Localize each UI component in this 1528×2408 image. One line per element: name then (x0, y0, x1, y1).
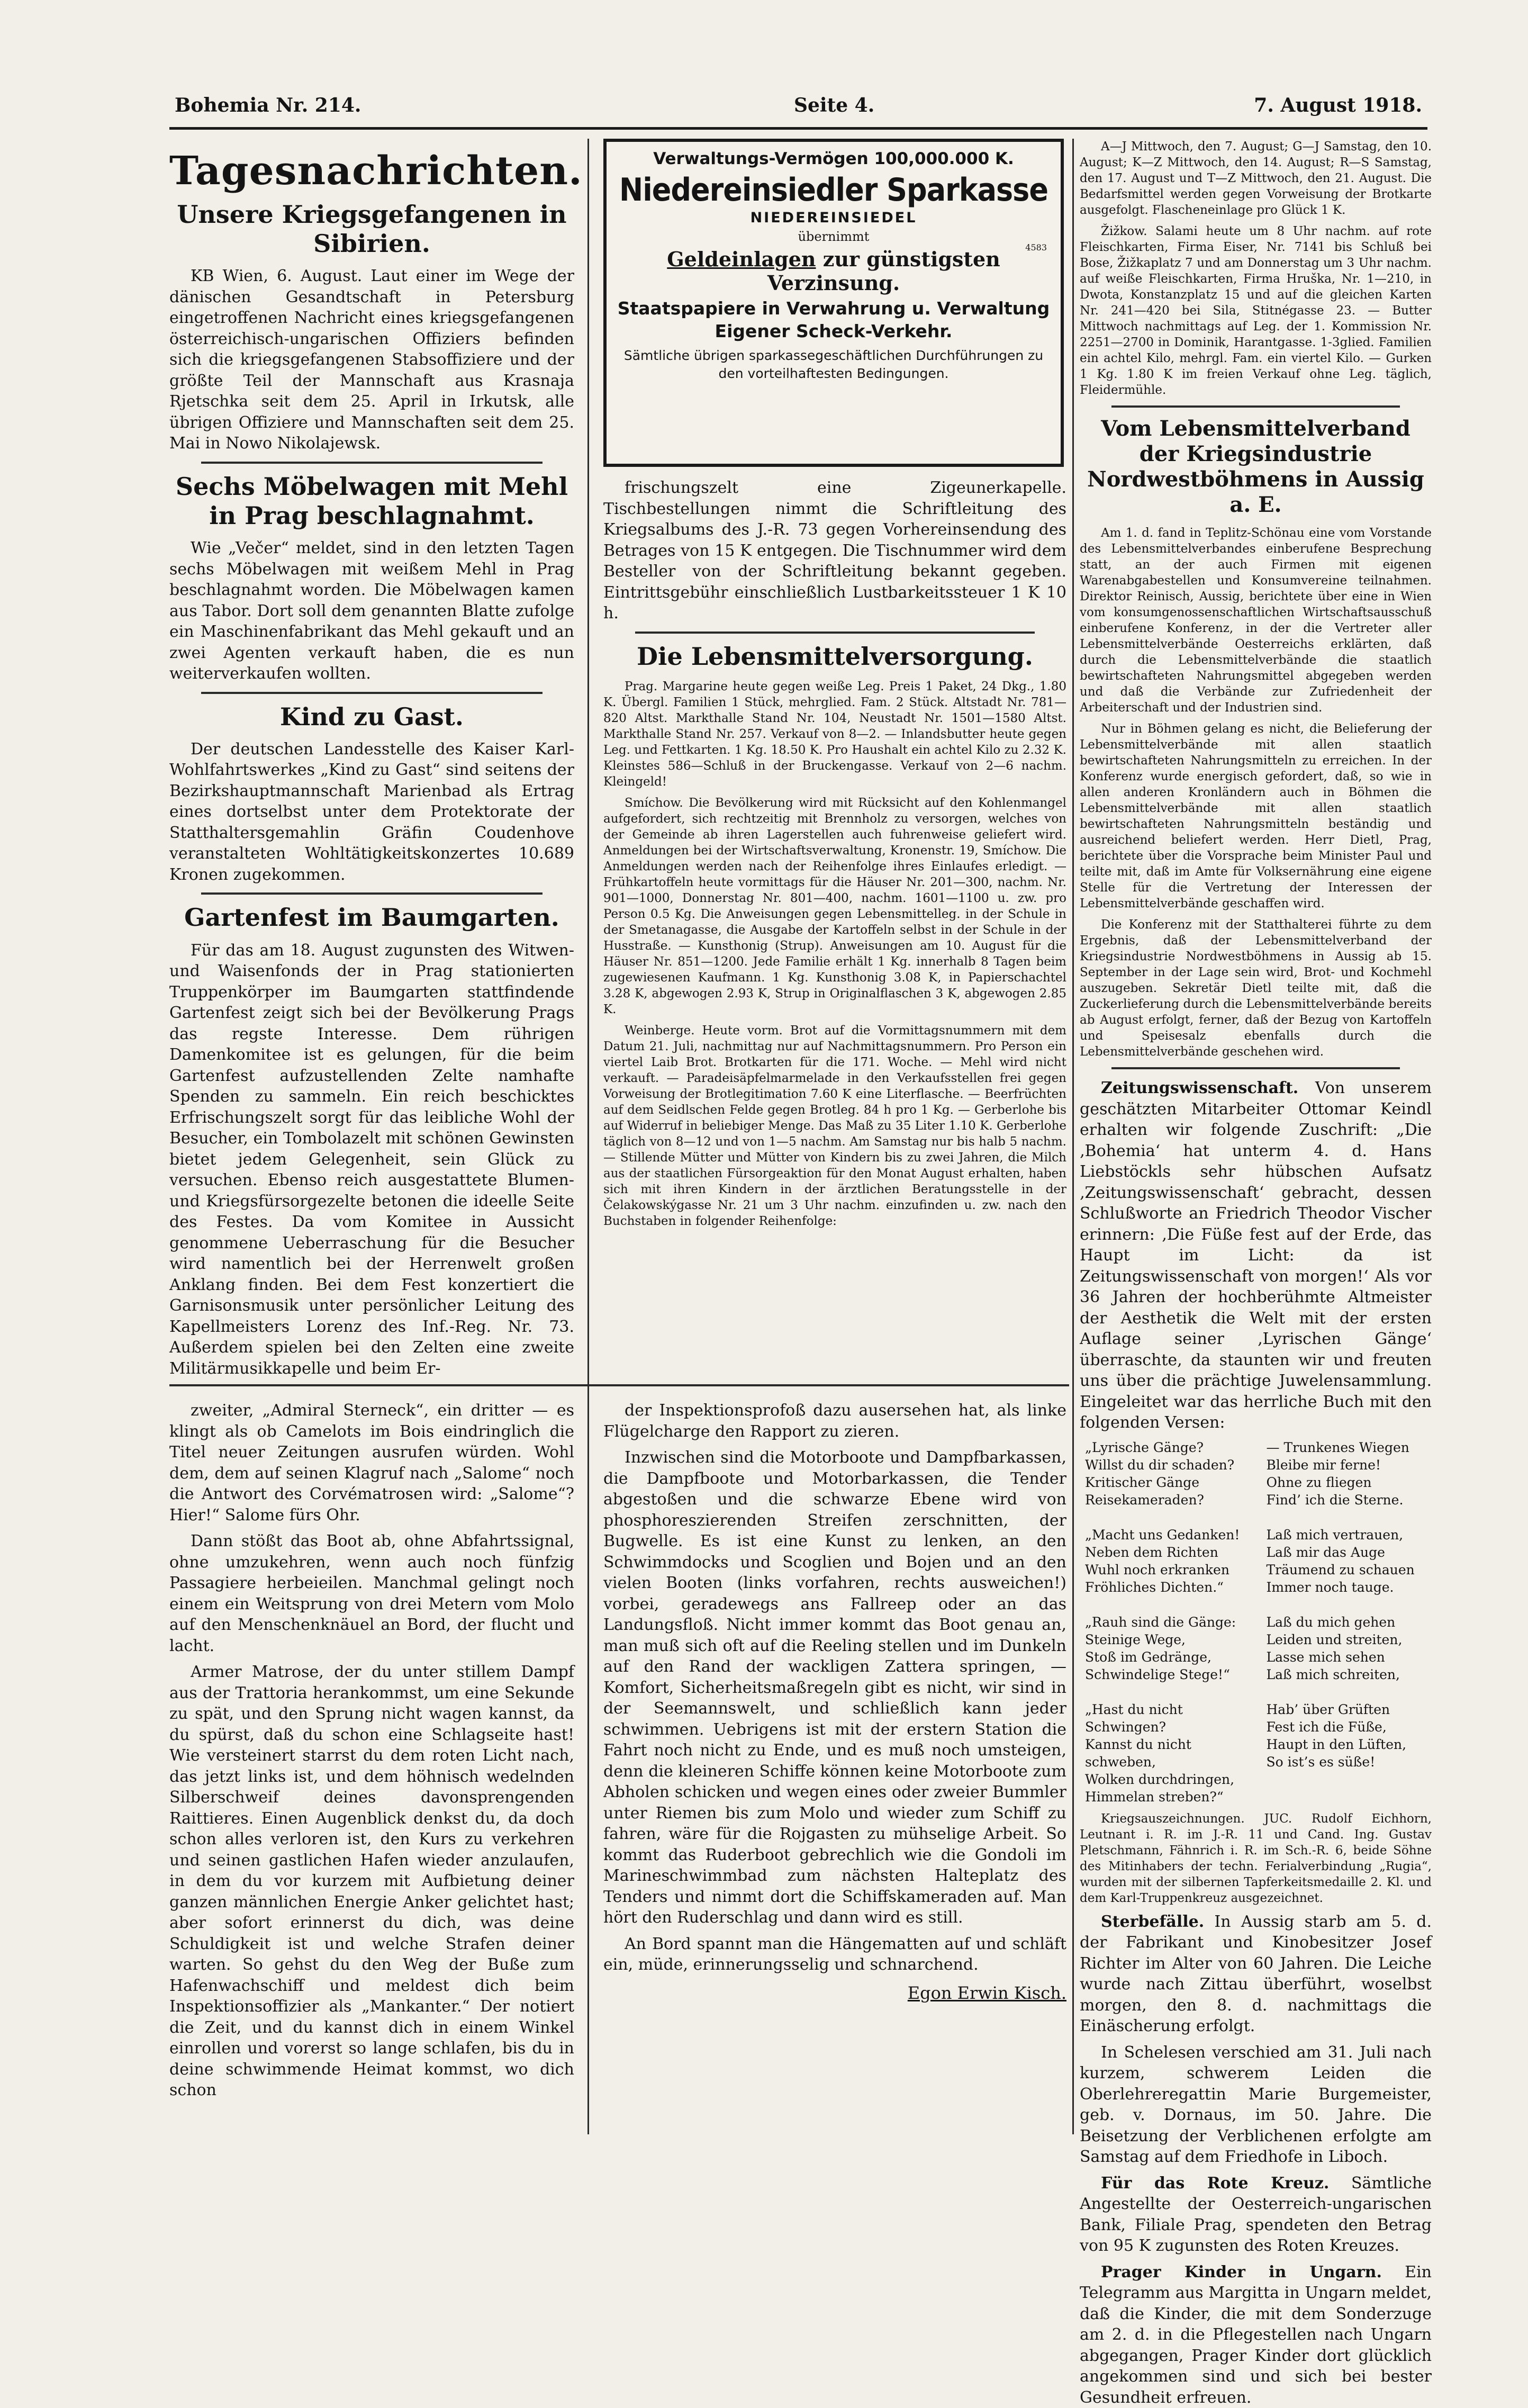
ad-deposits-word: Geldeinlagen (667, 247, 816, 271)
page-number: Seite 4. (794, 94, 874, 116)
ad-spacer (603, 139, 1066, 477)
right-column (1080, 139, 1432, 2055)
article-headline: Gartenfest im Baumgarten. (169, 903, 574, 932)
feuilleton-middle (603, 1400, 1066, 2136)
feuilleton-text: zweiter, „Admiral Sterneck“, ein dritter — es klingt als ob Camelots im Bois eindringlich die Titel neuer Zeitungen ausrufen würden. Wohl dem, dem auf seinen Klagruf nach „Salome“ noch die Antwort des Corvématrosen wird: „Salome“? Hier!“ Salome fürs Ohr. (169, 1400, 574, 1526)
article-separator (635, 632, 1035, 634)
header-rule (169, 127, 1427, 130)
article-separator (201, 462, 543, 464)
feuilleton-rule (169, 1384, 1069, 1386)
article-text: Die Konferenz mit der Statthalterei führte zu dem Ergebnis, daß der Lebensmittelverband der Kriegsindustrie Nordwestböhmens in Aussig ab 15. September in der Lage sein wird, Brot- und Kochmehl auszugeben. Sekretär Dietl teilte mit, daß die Zuckerlieferung durch die Lebensmittelverbände bereits ab August erfolgt, ferner, daß der Bezug von Kartoffeln und Speisesalz ebenfalls durch die Lebensmittelverbände geschehen wird. (1080, 917, 1432, 1060)
inline-headline: Prager Kinder in Ungarn. (1101, 2263, 1382, 2281)
poem-column-right: — Trunkenes Wiegen Bleibe mir ferne! Ohne zu fliegen Find’ ich die Sterne. Laß mich vertrauen, Laß mir das Auge Träumend zu schauen Immer noch tauge. Laß du mich gehen Leiden und streiten, Lasse mich sehen Laß mich schreiten, Hab’ über Grüften Fest ich die Füße, Haupt in den Lüften, So ist’s es süße! (1267, 1439, 1432, 1806)
inline-text: Von unserem geschätzten Mitarbeiter Ottomar Keindl erhalten wir folgende Zuschrift: „Die ‚Bohemia‘ hat unterm 4. d. Hans Liebstöckls sehr hübschen Aufsatz ‚Zeitungswissenschaft‘ gebracht, dessen Schlußworte an Friedrich Theodor Vischer erinnern: ‚Die Füße fest auf der Erde, das Haupt im Licht: da ist Zeitungswissenschaft von morgen!‘ Als vor 36 Jahren der hochberühmte Altmeister der Aesthetik die Welt mit der ersten Auflage seiner ‚Lyrischen Gänge‘ überraschte, da staunten wir und freuten uns über die prächtige Juwelensammlung. Eingeleitet war das herrliche Buch mit den folgenden Versen: (1080, 1079, 1432, 1432)
feuilleton-text: An Bord spannt man die Hängematten auf und schläft ein, müde, erinnerungsselig und schnarchend. (603, 1934, 1066, 1976)
inline-text: Ein Telegramm aus Margitta in Ungarn meldet, daß die Kinder, die mit dem Sonderzuge am 2. d. in die Pflegestellen nach Ungarn abgegangen, Prager Kinder dort glücklich angekommen sind und sich bei bester Gesundheit erfreuen. (1080, 2263, 1432, 2407)
article-text: KB Wien, 6. August. Laut einer im Wege der dänischen Gesandtschaft in Petersburg eingetroffenen Nachricht eines kriegsgefangenen österreichisch-ungarischen Offiziers befinden sich die kriegsgefangenen Stabsoffiziere und der größte Teil der Mannschaft aus Krasnaja Rjetschka seit dem 25. April in Irkutsk, alle übrigen Offiziere und Mannschaften seit dem 25. Mai in Nowo Nikolajewsk. (169, 266, 574, 454)
inline-text: Sämtliche Angestellte der Oesterreich-ungarischen Bank, Filiale Prag, spendeten den Betrag von 95 K zugunsten des Roten Kreuzes. (1080, 2174, 1432, 2256)
article-continuation: frischungszelt eine Zigeunerkapelle. Tischbestellungen nimmt die Schriftleitung des Kriegsalbums des J.-R. 73 gegen Vorhereinsendung des Betrages von 15 K entgegen. Die Tischnummer wird dem Besteller von der Schriftleitung bekannt gegeben. Eintrittsgebühr einschließlich Lustbarkeitssteuer 1 K 10 h. (603, 477, 1066, 624)
awards-notice: Kriegsauszeichnungen. JUC. Rudolf Eichhorn, Leutnant i. R. im J.-R. 11 und Cand. Ing. Gustav Pletschmann, Fähnrich i. R. im Sch.-R. 6, beide Söhne des Mitinhabers der techn. Ferialverbindung „Rugia“, wurden mit der silbernen Tapferkeitsmedaille 2. Kl. und dem Karl-Truppenkreuz ausgezeichnet. (1080, 1811, 1432, 1906)
feuilleton-text: Inzwischen sind die Motorboote und Dampfbarkassen, die Dampfboote und Motorbarkassen, die Tender abgestoßen und die schwarze Ebene wird von phosphoreszierenden Streifen zerschnitten, der Bugwelle. Es ist eine Kunst zu lenken, an den Schwimmdocks und Scoglien und Bojen und an den vielen Booten (links vorfahren, rechts ausweichen!) vorbei, geradewegs ans Fallreep oder an das Landungsfloß. Nicht immer kommt das Boot genau an, man muß sich oft auf die Reeling stellen und im Dunkeln auf den Rand der wackligen Zattera springen, — Komfort, Sicherheitsmaßregeln gibt es nicht, wir sind in der Seemannswelt, und schließlich kann jeder schwimmen. Uebrigens ist mit der erstern Station die Fahrt noch nicht zu Ende, und es muß noch umsteigen, denn die kleineren Schiffe können keine Motorboote zum Abholen schicken und wegen eines oder zweier Bummler unter Riemen bis zum Molo und wieder zum Schiff zu fahren, wäre für die Rojgasten zu mühselige Arbeit. So kommt das Ruderboot gebrechlich wie die Gondoli im Marineschwimmbad zum nächsten Halteplatz des Tenders und nimmt dort die Schiffskameraden auf. Man hört den Ruderschlag und dann wird es still. (603, 1447, 1066, 1928)
ad-deposits-rest: zur günstigsten Verzinsung. (767, 247, 1000, 295)
food-notice: Smíchow. Die Bevölkerung wird mit Rücksicht auf den Kohlenmangel aufgefordert, sich rechtzeitig mit Brennholz zu versorgen, welches von der Gemeinde ab ihren Lagerstellen auch fuhrenweise geliefert wird. Anmeldungen bei der Wirtschaftsverwaltung, Kronenstr. 19, Smíchow. Die Anmeldungen werden nach der Reihenfolge ihres Einlaufes erledigt. — Frühkartoffeln heute vormittags für die Häuser Nr. 201—300, nachm. Nr. 901—1000, Donnerstag Nr. 801—400, nachm. 1601—1100 u. zw. pro Person 0.5 Kg. Die Anweisungen gegen Lebensmittelleg. in der Schule in der Smetanagasse, die Ausgabe der Kartoffeln selbst in der Schule in der Husstraße. — Kunsthonig (Strup). Anweisungen am 10. August für die Häuser Nr. 851—1200. Jede Familie erhält 1 Kg. innerhalb 8 Tagen beim zugewiesenen Kaufmann. 1 Kg. Kunsthonig 3.08 K, in Papierschachtel 3.28 K, abgewogen 2.93 K, Strup in Originalflaschen 3 K, abgewogen 2.85 K. (603, 795, 1066, 1017)
article-text: Der deutschen Landesstelle des Kaiser Karl-Wohlfahrtswerkes „Kind zu Gast“ sind seitens der Bezirkshauptmannschaft Marienbad als Ertrag eines dortselbst unter dem Protektorate der Statthaltersgemahlin Gräfin Coudenhove veranstalteten Wohltätigkeitskonzertes 10.689 Kronen zugekommen. (169, 739, 574, 886)
article-text (1080, 2262, 1432, 2408)
feuilleton-text: Armer Matrose, der du unter stillem Dampf aus der Trattoria herankommst, um eine Sekunde zu spät, und den Sprung nicht wagen kannst, da du spürst, daß du schon eine Schlagseite hast! Wie versteinert starrst du dem roten Licht nach, das jetzt links ist, und dem höhnisch wedelnden Silberschweif deines davonsprengenden Raittieres. Einen Augenblick denkst du, da doch schon alles verloren ist, den Kurs zu verkehren und seinen gastlichen Hafen wieder anzulaufen, in dem du vor kurzem mit Aufbietung deiner ganzen männlichen Energie Anker gelichtet hast; aber sofort erinnerst du dich, was deine Schuldigkeit ist und welche Strafen deiner warten. So gehst du den Weg der Buße zum Hafenwachschiff und meldest dich beim Inspektionsoffizier als „Mankanter.“ Der notiert die Zeit, und du kannst dich in einem Winkel einrollen und vorerst so lange schlafen, bis du in deine schwimmende Heimat kommst, wo dich schon (169, 1662, 574, 2101)
article-text (1080, 1911, 1432, 2037)
ad-takes-over: übernimmt (616, 229, 1051, 244)
feuilleton-left (169, 1400, 574, 2136)
ad-code: 4583 (1025, 242, 1047, 252)
ad-bank-name: Niedereinsiedler Sparkasse (616, 172, 1051, 209)
article-headline: Vom Lebensmittelverband der Kriegsindustrie Nordwestböhmens in Aussig a. E. (1080, 416, 1432, 518)
issue-date: 7. August 1918. (1254, 94, 1422, 116)
inline-headline: Sterbefälle. (1101, 1913, 1204, 1931)
article-headline: Die Lebensmittelversorgung. (603, 642, 1066, 671)
article-text (1080, 2173, 1432, 2257)
middle-column (603, 139, 1066, 1377)
poem-column-left: „Lyrische Gänge? Willst du dir schaden? Kritischer Gänge Reisekameraden? „Macht uns Gedanken! Neben dem Richten Wuhl noch erkranken Fröhliches Dichten.“ „Rauh sind die Gänge: Steinige Wege, Stoß im Gedränge, Schwindelige Stege!“ „Hast du nicht Schwingen? Kannst du nicht schweben, Wolken durchdringen, Himmelan streben?“ (1085, 1439, 1251, 1806)
article-text: Wie „Večer“ meldet, sind in den letzten Tagen sechs Möbelwagen mit weißem Mehl in Prag beschlagnahmt worden. Die Möbelwagen kamen aus Tabor. Dort soll dem genannten Blatte zufolge ein Maschinenfabrikant das Mehl gekauft und an zwei Agenten verkauft haben, die es nun weiterverkaufen wollten. (169, 538, 574, 684)
ad-securities: Staatspapiere in Verwahrung u. Verwaltung (616, 298, 1051, 319)
article-text: Am 1. d. fand in Teplitz-Schönau eine vom Vorstande des Lebensmittelverbandes einberufene Besprechung statt, an der auch Firmen mit eigenen Warenabgabestellen und Konsumvereine teilnahmen. Direktor Reinisch, Aussig, berichtete über eine in Wien vom konsumgenossenschaftlichen Wirtschaftsausschuß einberufene Konferenz, in der die Vertreter aller Lebensmittelverbände Oesterreichs erklärten, daß durch die Lebensmittelverbände die staatlich bewirtschafteten Nahrungsmittel abgegeben werden und daß die Verbände zur Zufriedenheit der Arbeiterschaft und der Industrien sind. (1080, 525, 1432, 716)
author-signature: Egon Erwin Kisch. (603, 1983, 1066, 2003)
article-headline: Unsere Kriegsgefangenen in Sibirien. (169, 200, 574, 258)
feuilleton-text: der Inspektionsprofoß dazu ausersehen hat, als linke Flügelcharge den Rapport zu zieren. (603, 1400, 1066, 1442)
inline-text: In Aussig starb am 5. d. der Fabrikant und Kinobesitzer Josef Richter im Alter von 60 Jahren. Die Leiche wurde nach Zittau überführt, woselbst morgen, den 8. d. nachmittags die Einäscherung erfolgt. (1080, 1913, 1432, 2036)
article-separator (201, 892, 543, 895)
ad-cheque: Eigener Scheck-Verkehr. (616, 321, 1051, 341)
food-notice: Žižkow. Salami heute um 8 Uhr nachm. auf rote Fleischkarten, Firma Eiser, Nr. 7141 bis Schluß bei Bose, Žižkaplatz 7 und am Donnerstag um 3 Uhr nachm. auf weiße Fleischkarten, Firma Hruška, Nr. 1—210, in Dwota, Konstanzplatz 15 und auf die gleichen Karten Nr. 241—420 bei Sila, Stitnégasse 23. — Butter Mittwoch nachmittags auf Leg. der 1. Kommission Nr. 2251—2700 in Dominik, Harantgasse. 1-3glied. Familien ein achtel Kilo, mehrgl. Fam. ein viertel Kilo. — Gurken 1 Kg. 1.80 K im freien Verkauf ohne Leg. täglich, Fleidermühle. (1080, 223, 1432, 398)
article-separator (1111, 405, 1400, 408)
article-separator (1111, 1067, 1400, 1069)
article-separator (201, 692, 543, 694)
article-text (1080, 1078, 1432, 1433)
left-column (169, 139, 574, 1377)
article-text: In Schelesen verschied am 31. Juli nach kurzem, schwerem Leiden die Oberlehreregattin Marie Burgemeister, geb. v. Dornaus, im 50. Jahre. Die Beisetzung der Verblichenen erfolgte am Samstag auf dem Friedhofe in Liboch. (1080, 2042, 1432, 2168)
ad-footer: Sämtliche übrigen sparkassegeschäftlichen Durchführungen zu den vorteilhaftesten Bedingungen. (616, 347, 1051, 383)
column-rule-2 (1072, 139, 1074, 2134)
column-rule-1 (587, 139, 589, 2134)
article-text: Für das am 18. August zugunsten des Witwen- und Waisenfonds der in Prag stationierten Truppenkörper im Baumgarten stattfindende Gartenfest zeigt sich bei der Bevölkerung Prags das regste Interesse. Dem rührigen Damenkomitee ist es gelungen, für die beim Gartenfest aufzustellenden Zelte namhafte Spenden zu sammeln. Ein reich beschicktes Erfrischungszelt sorgt für das leibliche Wohl der Besucher, ein Tombolazelt mit schönen Gewinsten bietet jedem Gelegenheit, sein Glück zu versuchen. Ebenso reich ausgestattete Blumen- und Kriegsfürsorgezelte betonen die ideelle Seite des Festes. Da vom Komitee in Aussicht genommene Ueberraschung für die Besucher wird namentlich bei der Herrenwelt großen Anklang finden. Bei dem Fest konzertiert die Garnisonsmusik unter persönlicher Leitung des Kapellmeisters Lorenz des Inf.-Reg. Nr. 73. Außerdem spielen bei den Zelten eine zweite Militärmusikkapelle und beim Er- (169, 940, 574, 1379)
inline-headline: Zeitungswissenschaft. (1101, 1079, 1298, 1097)
inline-headline: Für das Rote Kreuz. (1101, 2174, 1329, 2193)
ad-capital: Verwaltungs-Vermögen 100,000.000 K. (616, 149, 1051, 168)
feuilleton-text: Dann stößt das Boot ab, ohne Abfahrtssignal, ohne umzukehren, wenn auch noch fünfzig Passagiere herbeieilen. Manchmal gelingt noch einem ein Weitsprung von drei Metern vom Molo auf den Menschenknäuel an Bord, der flucht und lacht. (169, 1531, 574, 1656)
ad-town: NIEDEREINSIEDEL (616, 210, 1051, 226)
food-notice: Prag. Margarine heute gegen weiße Leg. Preis 1 Paket, 24 Dkg., 1.80 K. Übergl. Familien 1 Stück, mehrglied. Fam. 2 Stück. Altstadt Nr. 781—820 Altst. Markthalle Stand Nr. 104, Neustadt Nr. 1501—1580 Altst. Markthalle Stand Nr. 257. Verkauf von 8—2. — Inlandsbutter heute gegen Leg. und Fettkarten. 1 Kg. 18.50 K. Pro Haushalt ein achtel Kilo zu 2.32 K. Kleinstes 586—Schluß in der Bruckengasse. Verkauf von 2—6 nachm. Kleingeld! (603, 679, 1066, 790)
article-headline: Sechs Möbelwagen mit Mehl in Prag beschlagnahmt. (169, 472, 574, 530)
running-head (175, 94, 1422, 126)
food-notice-continued: A—J Mittwoch, den 7. August; G—J Samstag, den 10. August; K—Z Mittwoch, den 14. August; R—S Samstag, den 17. August und T—Z Mittwoch, den 21. August. Die Bedarfsmittel werden gegen Vorweisung der Brotkarte ausgefolgt. Flascheneinlage pro Glück 1 K. (1080, 139, 1432, 218)
article-text: Nur in Böhmen gelang es nicht, die Belieferung der Lebensmittelverbände mit allen staatlich bewirtschafteten Nahrungsmitteln zu erreichen. In der Konferenz wurde energisch gefordert, daß, so wie in allen anderen Kronländern auch in Böhmen die Lebensmittelverbände mit allen staatlich bewirtschafteten Nahrungsmitteln beständig und ausreichend beliefert werden. Herr Dietl, Prag, berichtete über die Vorsprache beim Minister Paul und teilte mit, daß im Amte für Volksernährung eine eigene Stelle für die Vertretung der Interessen der Lebensmittelverbände geschaffen wird. (1080, 721, 1432, 912)
issue-number: Bohemia Nr. 214. (175, 94, 361, 116)
article-headline: Kind zu Gast. (169, 702, 574, 732)
section-title: Tagesnachrichten. (169, 148, 574, 194)
poem (1085, 1439, 1432, 1806)
food-notice: Weinberge. Heute vorm. Brot auf die Vormittagsnummern mit dem Datum 21. Juli, nachmittag nur auf Nachmittagsnummern. Pro Person ein viertel Laib Brot. Brotkarten für die 171. Woche. — Mehl wird nicht verkauft. — Paradeisäpfelmarmelade in den Verkaufsstellen frei gegen Vorweisung der Brotlegitimation 7.60 K eine Literflasche. — Beerfrüchten auf dem Seidlschen Felde gegen Brotleg. 84 h pro 1 Kg. — Gerberlohe bis auf Widerruf in beliebiger Menge. Das Maß zu 35 Liter 1.10 K. Gerberlohe täglich von 8—12 und von 1—5 nachm. Am Samstag nur bis halb 5 nachm. — Stillende Mütter und Mütter von Kindern bis zu zwei Jahren, die Milch aus der staatlichen Fürsorgeaktion für den Monat August erhalten, haben sich mit ihren Kindern in der ärztlichen Beratungsstelle in der Čelakowskýgasse Nr. 21 um 3 Uhr nachm. einzufinden u. zw. nach den Buchstaben in folgender Reihenfolge: (603, 1023, 1066, 1229)
